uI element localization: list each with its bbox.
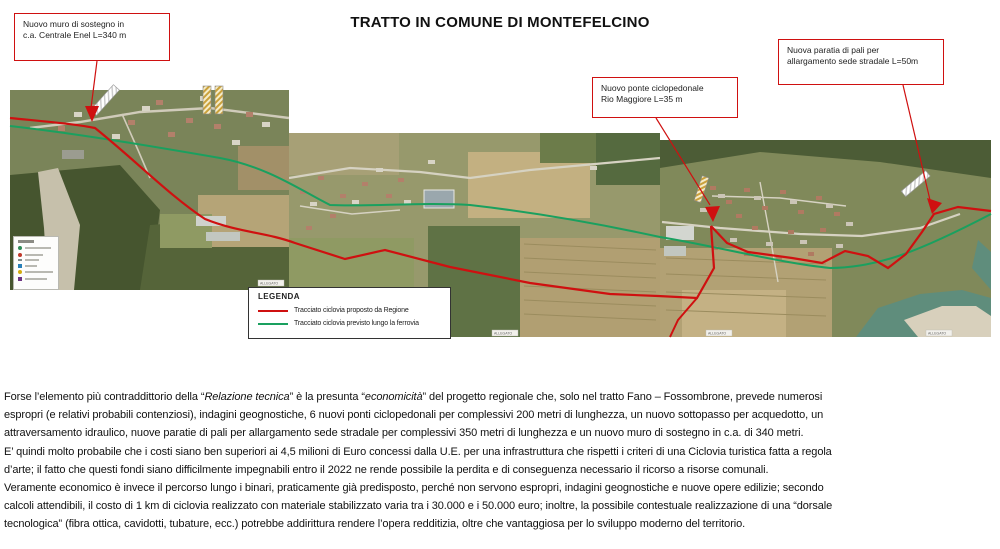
body-text [4,388,997,534]
body-line: d’arte; il fatto che questi fondi siano difficilmente impegnabili entro il 2022 ne rende possibile la perdita e di conseguenza necessario il ricorso a risorse comunali. [4,463,769,476]
callout-text: allargamento sede stradale L=50m [787,56,919,66]
inset-marker [18,270,22,274]
svg-text:ALLEGATO: ALLEGATO [928,331,947,336]
svg-text:ALLEGATO: ALLEGATO [494,331,513,336]
callout-pile-wall [778,39,944,85]
inset-marker [18,246,22,250]
callout-retaining-wall [14,13,170,61]
callout-text: c.a. Centrale Enel L=340 m [23,30,127,40]
green-line-swatch [258,323,288,325]
callout-text: Nuovo muro di sostegno in [23,19,125,29]
body-line: attraversamento idraulico, nuove paratie di pali per allargamento sede stradale per complessivi 350 metri di lunghezza e un nuovo muro di sostegno in c.a. di 340 metri. [4,427,804,440]
svg-text:ALLEGATO: ALLEGATO [708,331,727,336]
body-line: Veramente economico è invece il percorso lungo i binari, praticamente già predisposto, perché non servono espropri, indagini geognostiche e nuove opere edilizie; secondo [4,482,824,495]
inset-marker [18,253,22,257]
works-marker [203,86,211,114]
legend-title: LEGENDA [258,292,300,301]
works-marker [215,86,223,114]
callout-text: Rio Maggiore L=35 m [601,94,683,104]
map-legend [248,287,451,339]
inset-legend-title-bar [18,240,34,243]
body-line: espropri (e relativi probabili contenziosi), indagini geognostiche, 6 nuovi ponti ciclopedonali per complessivi 200 metri di lunghezza, un nuovo sottopasso per acquedotto, un [4,409,824,422]
map-inset-legend [13,236,59,290]
body-line: Forse l’elemento più contraddittorio della “Relazione tecnica” è la presunta “economicità” del progetto regionale che, solo nel tratto Fano – Fossombrone, prevede numerosi [4,391,823,403]
legend-item-railway-route: Tracciato ciclovia previsto lungo la ferrovia [258,317,444,330]
legend-item-region-route: Tracciato ciclovia proposto da Regione [258,304,444,317]
callout-cycle-bridge [592,77,738,118]
inset-marker [18,259,22,261]
inset-marker [18,264,22,268]
callout-text: Nuovo ponte ciclopedonale [601,83,704,93]
svg-text:ALLEGATO: ALLEGATO [260,281,279,286]
body-line: tecnologica” (fibra ottica, cavidotti, tubature, ecc.) potrebbe addirittura rendere l’opera redditizia, oltre che vantaggiosa per lo sviluppo moderno del territorio. [4,518,746,531]
page-title: TRATTO IN COMUNE DI MONTEFELCINO [350,14,650,31]
body-line: E’ quindi molto probabile che i costi siano ben superiori ai 4,5 milioni di Euro concessi dalla U.E. per una infrastruttura che rispetti i criteri di una Ciclovia turistica fatta a regola [4,445,832,458]
inset-marker [18,277,22,281]
red-line-swatch [258,310,288,312]
callout-text: Nuova paratia di pali per [787,45,880,55]
body-line: calcoli attendibili, il costo di 1 km di ciclovia realizzato con materiale stabilizzato varia tra i 30.000 e i 50.000 euro; inoltre, la possibile contestuale realizzazione di una “dorsale [4,500,833,513]
